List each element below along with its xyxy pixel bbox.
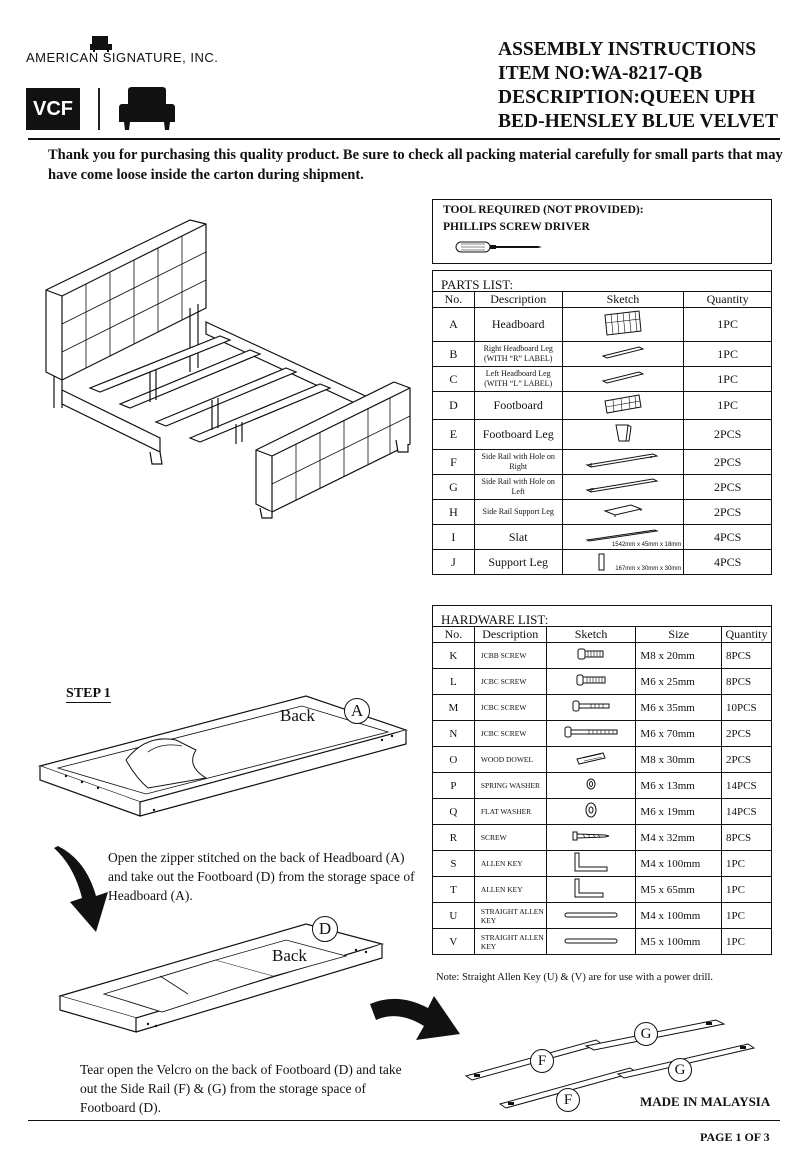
hardware-desc: ALLEN KEY: [474, 851, 546, 877]
hardware-qty: 10PCS: [722, 695, 772, 721]
logo-divider: [98, 88, 100, 130]
table-row: [433, 342, 772, 367]
column-header: Sketch: [546, 627, 636, 643]
hardware-size: M6 x 70mm: [636, 721, 722, 747]
hardware-header-row: [433, 627, 772, 643]
step-instruction-2: Tear open the Velcro on the back of Footboard (D) and take out the Side Rail (F) & (G) from the storage space of Footboard (D).: [80, 1062, 402, 1115]
callout-d: D: [312, 916, 338, 942]
page-number: PAGE 1 OF 3: [700, 1130, 770, 1144]
hardware-desc: ALLEN KEY: [474, 877, 546, 903]
part-desc: Side Rail Support Leg: [474, 500, 562, 525]
bolt-icon: [576, 648, 606, 660]
hardware-sketch: [546, 721, 636, 747]
hardware-desc: SCREW: [474, 825, 546, 851]
bolt-icon: [571, 700, 611, 712]
hardware-no: R: [433, 825, 475, 851]
title-line: BED-HENSLEY BLUE VELVET: [498, 111, 778, 132]
part-qty: 2PCS: [684, 500, 772, 525]
side-rail-sketch-icon: [585, 451, 661, 469]
hardware-sketch: [546, 877, 636, 903]
hardware-size: M4 x 100mm: [636, 851, 722, 877]
part-desc: Slat: [474, 525, 562, 550]
hardware-qty: 1PC: [722, 929, 772, 955]
table-row: [433, 450, 772, 475]
table-row: [433, 669, 772, 695]
spring-washer-icon: [585, 777, 597, 791]
table-row: [433, 721, 772, 747]
table-row: [433, 475, 772, 500]
hardware-desc: JCBC SCREW: [474, 721, 546, 747]
part-qty: 1PC: [684, 367, 772, 392]
hardware-no: Q: [433, 799, 475, 825]
side-rail-sketch-icon: [585, 476, 661, 494]
headboard-leg-sketch-icon: [601, 344, 645, 360]
header-rule: [28, 138, 780, 140]
hardware-size: M6 x 19mm: [636, 799, 722, 825]
hardware-no: N: [433, 721, 475, 747]
table-row: [433, 500, 772, 525]
part-desc: Side Rail with Hole on Left: [474, 475, 562, 500]
hardware-note: Note: Straight Allen Key (U) & (V) are for use with a power drill.: [436, 972, 714, 983]
part-sketch: [562, 420, 684, 450]
hardware-sketch: [546, 825, 636, 851]
hardware-no: L: [433, 669, 475, 695]
table-row: [433, 851, 772, 877]
part-sketch: [562, 500, 684, 525]
hardware-qty: 1PC: [722, 903, 772, 929]
hardware-qty: 14PCS: [722, 799, 772, 825]
hardware-desc: STRAIGHT ALLEN KEY: [474, 903, 546, 929]
hardware-qty: 14PCS: [722, 773, 772, 799]
part-no: H: [433, 500, 475, 525]
part-sketch: [562, 308, 684, 342]
flat-washer-icon: [584, 801, 598, 819]
parts-list-caption: PARTS LIST:: [432, 270, 772, 291]
part-sketch: [562, 342, 684, 367]
table-row: [433, 903, 772, 929]
table-row: [433, 773, 772, 799]
parts-header-row: [433, 292, 772, 308]
dowel-icon: [573, 750, 609, 766]
title-line: ITEM NO:WA-8217-QB: [498, 63, 703, 84]
made-in-label: MADE IN MALAYSIA: [640, 1094, 771, 1109]
hardware-size: M4 x 100mm: [636, 903, 722, 929]
part-qty: 2PCS: [684, 450, 772, 475]
table-row: [433, 799, 772, 825]
hardware-sketch: [546, 669, 636, 695]
support-leg-dimensions: 167mm x 30mm x 30mm: [615, 566, 682, 572]
hardware-sketch: [546, 929, 636, 955]
part-qty: 2PCS: [684, 475, 772, 500]
part-desc: Side Rail with Hole on Right: [474, 450, 562, 475]
hardware-sketch: [546, 695, 636, 721]
support-leg-sketch-icon: [597, 553, 607, 571]
hardware-qty: 8PCS: [722, 825, 772, 851]
tool-item: PHILLIPS SCREW DRIVER: [443, 221, 590, 233]
column-header: Quantity: [684, 292, 772, 308]
hardware-size: M5 x 65mm: [636, 877, 722, 903]
back-label: Back: [272, 946, 307, 965]
table-row: [433, 308, 772, 342]
part-sketch: [562, 525, 684, 550]
part-no: F: [433, 450, 475, 475]
column-header: No.: [433, 627, 475, 643]
hardware-desc: STRAIGHT ALLEN KEY: [474, 929, 546, 955]
hardware-desc: WOOD DOWEL: [474, 747, 546, 773]
footer-rule: [28, 1120, 780, 1121]
hardware-size: M4 x 32mm: [636, 825, 722, 851]
part-desc: Support Leg: [474, 550, 562, 575]
footboard-leg-sketch-icon: [613, 422, 633, 444]
hardware-sketch: [546, 773, 636, 799]
part-desc: Footboard Leg: [474, 420, 562, 450]
hardware-sketch: [546, 643, 636, 669]
column-header: Description: [474, 627, 546, 643]
part-qty: 4PCS: [684, 525, 772, 550]
part-sketch: [562, 450, 684, 475]
headboard-leg-sketch-icon: [601, 369, 645, 385]
callout-a: A: [344, 698, 370, 724]
intro-text: Thank you for purchasing this quality product. Be sure to check all packing material carefully for small parts that may have come loose inside the carton during shipment.: [48, 147, 783, 183]
part-desc: Headboard: [474, 308, 562, 342]
column-header: Quantity: [722, 627, 772, 643]
part-no: J: [433, 550, 475, 575]
hardware-desc: JCBB SCREW: [474, 643, 546, 669]
screwdriver-icon: [455, 240, 545, 254]
hardware-desc: JCBC SCREW: [474, 695, 546, 721]
hardware-no: S: [433, 851, 475, 877]
table-row: [433, 392, 772, 420]
table-row: [433, 550, 772, 575]
armchair-icon: [118, 86, 176, 132]
hardware-no: V: [433, 929, 475, 955]
table-row: [433, 525, 772, 550]
table-row: [433, 747, 772, 773]
tool-heading: TOOL REQUIRED (NOT PROVIDED):: [443, 204, 644, 216]
document-title: [498, 38, 778, 134]
part-sketch: [562, 550, 684, 575]
table-row: [433, 367, 772, 392]
hardware-size: M6 x 25mm: [636, 669, 722, 695]
footboard-back-illustration: [56, 910, 396, 1040]
column-header: Description: [474, 292, 562, 308]
hardware-list-table: [432, 605, 772, 955]
part-desc: Footboard: [474, 392, 562, 420]
hardware-size: M8 x 30mm: [636, 747, 722, 773]
hardware-no: O: [433, 747, 475, 773]
assembled-bed-illustration: [40, 212, 420, 522]
slat-sketch-icon: [585, 528, 661, 542]
part-no: I: [433, 525, 475, 550]
hardware-sketch: [546, 799, 636, 825]
support-leg-plate-sketch-icon: [601, 501, 645, 519]
hardware-no: K: [433, 643, 475, 669]
allen-key-icon: [571, 877, 611, 899]
callout-f: F: [556, 1088, 580, 1112]
straight-allen-key-icon: [563, 937, 619, 945]
column-header: Sketch: [562, 292, 684, 308]
part-no: D: [433, 392, 475, 420]
footboard-sketch-icon: [603, 393, 643, 415]
step-label: STEP 1: [66, 686, 111, 701]
callout-g: G: [634, 1022, 658, 1046]
hardware-size: M6 x 13mm: [636, 773, 722, 799]
part-no: E: [433, 420, 475, 450]
table-row: [433, 825, 772, 851]
hardware-no: P: [433, 773, 475, 799]
column-header: No.: [433, 292, 475, 308]
callout-g: G: [668, 1058, 692, 1082]
hardware-qty: 2PCS: [722, 747, 772, 773]
part-qty: 4PCS: [684, 550, 772, 575]
part-sketch: [562, 367, 684, 392]
vcf-logo: VCF: [26, 88, 80, 130]
hardware-size: M6 x 35mm: [636, 695, 722, 721]
back-label: Back: [280, 706, 315, 725]
hardware-size: M8 x 20mm: [636, 643, 722, 669]
part-desc: Left Headboard Leg (WITH “L” LABEL): [474, 367, 562, 392]
part-desc: Right Headboard Leg (WITH “R” LABEL): [474, 342, 562, 367]
part-qty: 2PCS: [684, 420, 772, 450]
part-sketch: [562, 475, 684, 500]
title-line: ASSEMBLY INSTRUCTIONS: [498, 39, 757, 60]
curved-arrow-icon: [368, 994, 464, 1048]
hardware-no: U: [433, 903, 475, 929]
part-qty: 1PC: [684, 342, 772, 367]
hardware-size: M5 x 100mm: [636, 929, 722, 955]
bolt-icon: [575, 674, 607, 686]
screw-icon: [571, 830, 611, 842]
hardware-sketch: [546, 747, 636, 773]
part-qty: 1PC: [684, 392, 772, 420]
brand-name: AMERICAN SIGNATURE, INC.: [26, 50, 219, 65]
hardware-desc: SPRING WASHER: [474, 773, 546, 799]
hardware-qty: 8PCS: [722, 669, 772, 695]
table-row: [433, 420, 772, 450]
hardware-qty: 1PC: [722, 877, 772, 903]
straight-allen-key-icon: [563, 911, 619, 919]
hardware-desc: JCBC SCREW: [474, 669, 546, 695]
column-header: Size: [636, 627, 722, 643]
hardware-sketch: [546, 903, 636, 929]
table-row: [433, 695, 772, 721]
hardware-no: T: [433, 877, 475, 903]
title-line: DESCRIPTION:QUEEN UPH: [498, 87, 756, 108]
parts-list-table: [432, 270, 772, 575]
hardware-desc: FLAT WASHER: [474, 799, 546, 825]
hardware-no: M: [433, 695, 475, 721]
step-instruction-1: Open the zipper stitched on the back of Headboard (A) and take out the Footboard (D) from the storage space of Headboard (A).: [108, 850, 415, 903]
part-qty: 1PC: [684, 308, 772, 342]
slat-dimensions: 1542mm x 45mm x 18mm: [611, 542, 682, 548]
hardware-list-caption: HARDWARE LIST:: [432, 605, 772, 626]
table-row: [433, 643, 772, 669]
callout-f: F: [530, 1049, 554, 1073]
part-sketch: [562, 392, 684, 420]
part-no: C: [433, 367, 475, 392]
part-no: G: [433, 475, 475, 500]
hardware-qty: 1PC: [722, 851, 772, 877]
table-row: [433, 877, 772, 903]
hardware-qty: 2PCS: [722, 721, 772, 747]
headboard-sketch-icon: [603, 309, 643, 337]
part-no: B: [433, 342, 475, 367]
hardware-sketch: [546, 851, 636, 877]
table-row: [433, 929, 772, 955]
part-no: A: [433, 308, 475, 342]
hardware-qty: 8PCS: [722, 643, 772, 669]
armchair-logo-icon: [88, 30, 114, 52]
tool-required-box: [432, 199, 772, 264]
allen-key-icon: [571, 851, 611, 873]
bolt-icon: [563, 726, 619, 738]
